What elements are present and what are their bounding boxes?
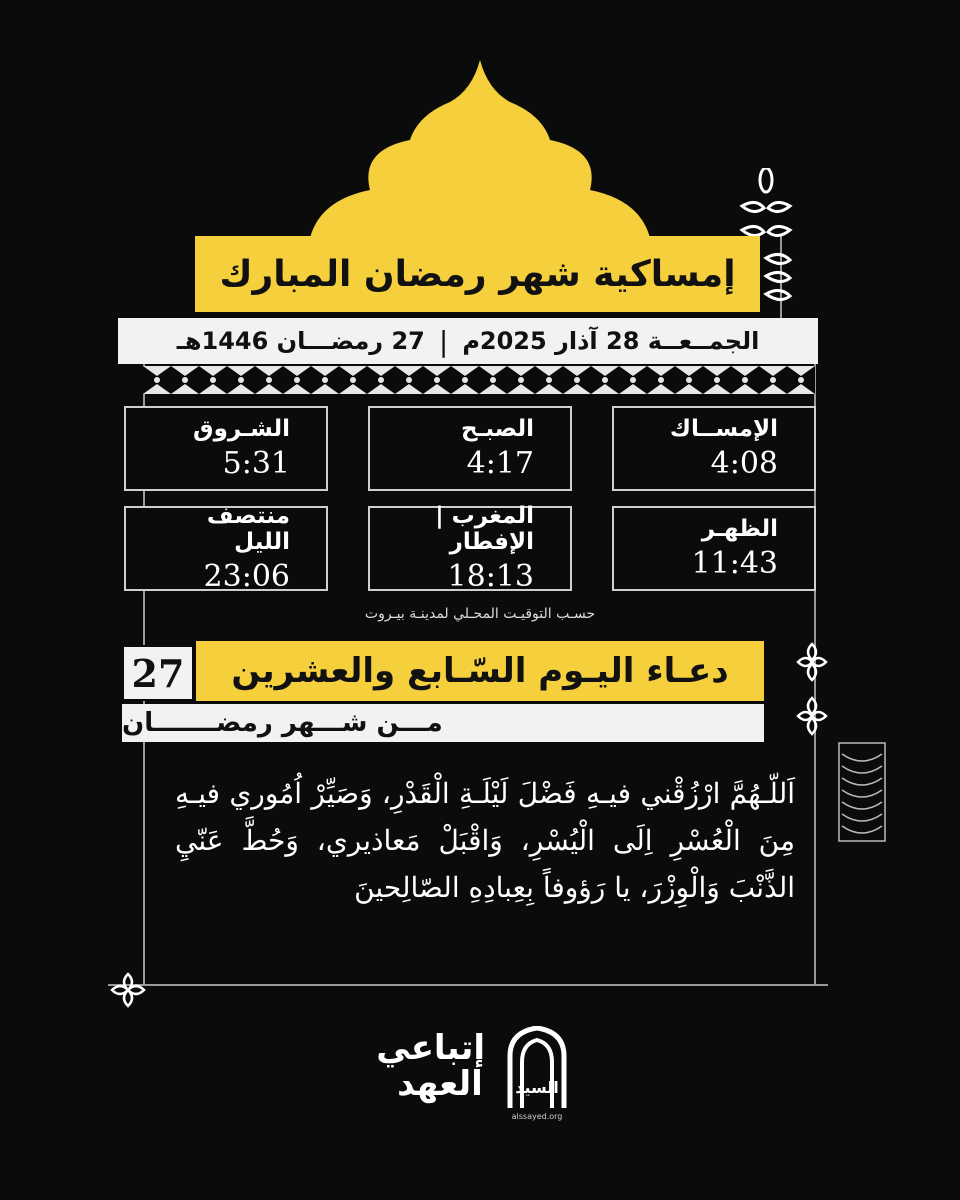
- main-title: إمساكية شهر رمضان المبارك: [195, 236, 760, 312]
- dome-shape: [300, 60, 660, 240]
- dua-title: دعـاء اليـوم السّـابع والعشرين: [196, 641, 764, 701]
- time-box-fajr: [368, 406, 572, 491]
- time-box-imsak: [612, 406, 816, 491]
- date-separator: |: [438, 324, 449, 358]
- logo-left: [376, 1028, 485, 1104]
- arch-logo-icon: [502, 1026, 572, 1110]
- date-bar: [118, 318, 818, 364]
- logo-left-line2: العهد: [397, 1064, 483, 1104]
- time-label: منتصف الليل: [206, 503, 290, 555]
- logo-right-name: السيد: [515, 1078, 559, 1097]
- timing-footnote: حسـب التوقيـت المحـلي لمدينـة بيـروت: [364, 606, 596, 622]
- time-value: 4:17: [466, 446, 534, 481]
- time-label: المغرب | الإفطار: [435, 503, 534, 555]
- quatrefoil-ornament: [790, 640, 834, 740]
- time-value: 23:06: [203, 559, 290, 594]
- corner-quatrefoil: [108, 970, 148, 1010]
- time-box-dhuhr: [612, 506, 816, 591]
- time-value: 11:43: [691, 546, 778, 581]
- date-hijri: 27 رمضـــان 1446هـ: [176, 327, 425, 355]
- time-value: 18:13: [447, 559, 534, 594]
- pattern-band: [143, 366, 815, 394]
- time-value: 5:31: [222, 446, 290, 481]
- frame-bottom-line: [108, 984, 828, 986]
- dua-subtitle: مـــن شـــهر رمضـــــــان: [122, 704, 764, 742]
- time-label: الإمســاك: [669, 416, 778, 442]
- time-value: 4:08: [710, 446, 778, 481]
- time-box-maghrib: [368, 503, 572, 594]
- logo-right-url: alssayed.org: [511, 1112, 563, 1121]
- time-label: الشـروق: [193, 416, 290, 442]
- logo-left-line1: إتباعي: [376, 1028, 485, 1068]
- time-label: الصبـح: [460, 416, 534, 442]
- day-number: 27: [122, 645, 194, 701]
- logo-right: [502, 1026, 572, 1126]
- time-label: الظهـر: [701, 516, 778, 542]
- time-box-sunrise: [124, 406, 328, 491]
- chevron-ornament: [838, 742, 886, 842]
- date-gregorian: الجمــعــة 28 آذار 2025م: [462, 327, 760, 355]
- time-box-midnight: [124, 503, 328, 594]
- dua-body: اَللّـهُمَّ ارْزُقْني فيـهِ فَضْلَ لَيْلَـةِ الْقَدْرِ، وَصَيِّرْ اُمُوري فيـهِ مِنَ الْعُسْرِ اِلَى الْيُسْرِ، وَاقْبَلْ مَعاذيري، وَحُطَّ عَنّيِ الذَّنْبَ وَالْوِزْرَ، يا رَؤوفاً بِعِبادِهِ الصّالِحينَ: [175, 777, 795, 904]
